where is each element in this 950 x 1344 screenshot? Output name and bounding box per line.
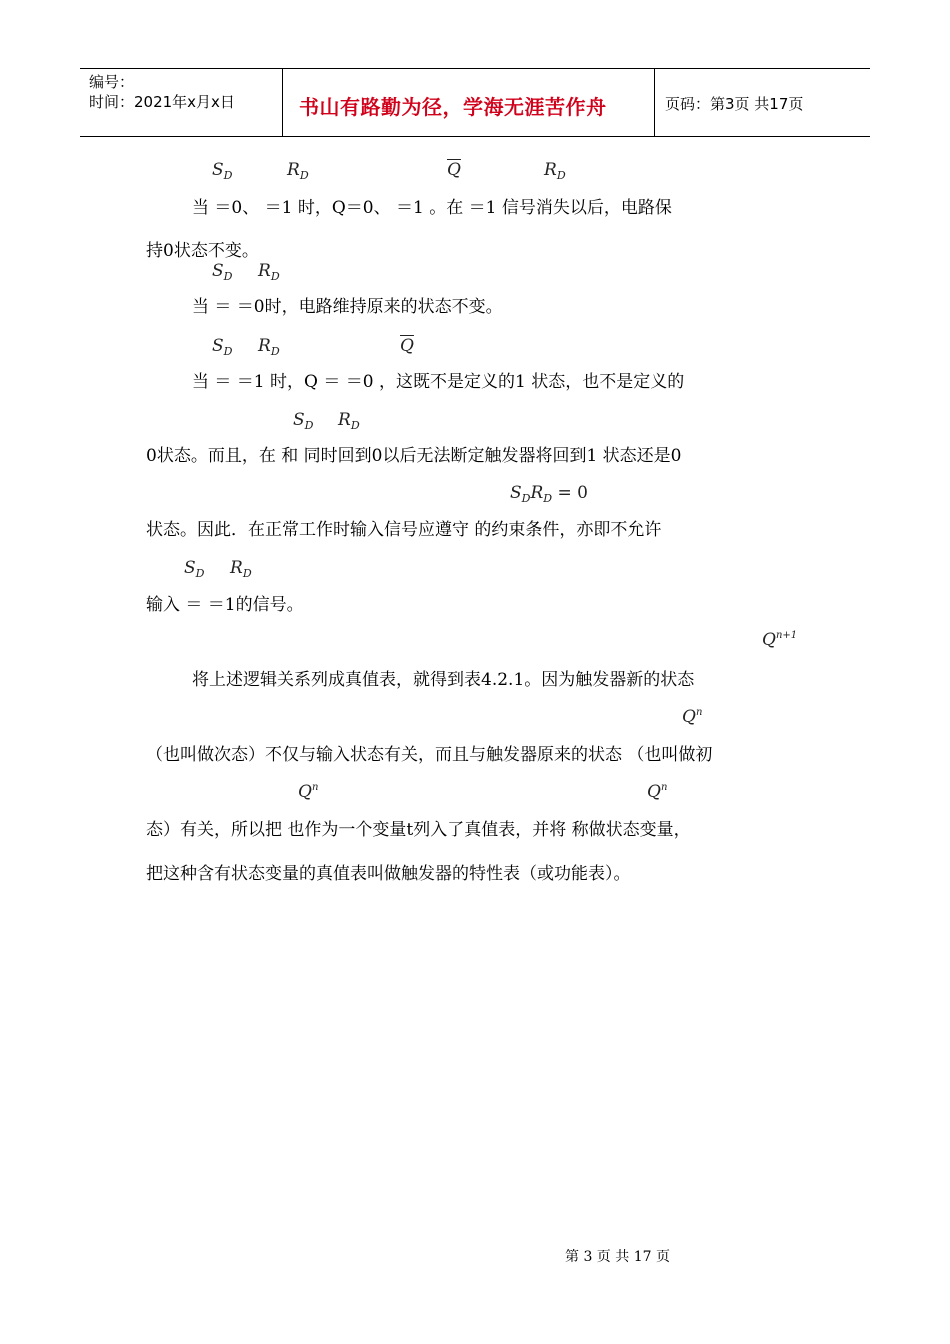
- math-q-next: $Q^{n+1}$: [762, 630, 798, 650]
- header-info-cell: [80, 69, 283, 136]
- text-line: 当 ＝ ＝0时，电路维持原来的状态不变。: [192, 297, 503, 317]
- math-q-n: $Q^n$: [298, 782, 319, 802]
- math-sd: $S_D$: [212, 160, 233, 182]
- math-rd: $R_D$: [338, 410, 360, 432]
- math-rd: $R_D$: [258, 336, 280, 358]
- motto-text: 书山有路勤为径，学海无涯苦作舟: [299, 95, 607, 119]
- header-motto-cell: [283, 69, 655, 136]
- math-q-n: $Q^n$: [647, 782, 668, 802]
- text-line: 态）有关，所以把 也作为一个变量t列入了真值表，并将 称做状态变量，: [146, 820, 691, 840]
- math-rd: $R_D$: [230, 558, 252, 580]
- math-sd: $S_D$: [293, 410, 314, 432]
- math-constraint: $S_DR_D = 0$: [510, 483, 588, 505]
- math-sd: $S_D$: [184, 558, 205, 580]
- text-line: 把这种含有状态变量的真值表叫做触发器的特性表（或功能表）。: [146, 864, 631, 884]
- number-label: 编号：: [89, 73, 135, 91]
- text-line: 状态。因此．在正常工作时输入信号应遵守 的约束条件，亦即不允许: [146, 520, 662, 540]
- text-line: 将上述逻辑关系列成真值表，就得到表4.2.1。因为触发器新的状态: [192, 670, 695, 690]
- text-line: 当 ＝0、 ＝1 时，Q＝0、 ＝1 。在 ＝1 信号消失以后，电路保: [192, 198, 672, 218]
- header-table: [80, 68, 870, 137]
- math-qbar: $\overline{Q}$: [400, 336, 414, 356]
- page-indicator: 页码：第3页 共17页: [665, 95, 804, 113]
- text-line: 0状态。而且，在 和 同时回到0以后无法断定触发器将回到1 状态还是0: [146, 446, 682, 466]
- text-line: 输入 ＝ ＝1的信号。: [146, 595, 304, 615]
- math-sd: $S_D$: [212, 336, 233, 358]
- math-rd: $R_D$: [287, 160, 309, 182]
- page-footer: 第 3 页 共 17 页: [565, 1249, 670, 1265]
- math-rd: $R_D$: [544, 160, 566, 182]
- math-rd: $R_D$: [258, 261, 280, 283]
- math-sd: $S_D$: [212, 261, 233, 283]
- date-label: 时间：2021年x月x日: [89, 93, 235, 111]
- text-line: 持0状态不变。: [146, 241, 259, 261]
- math-q-n: $Q^n$: [682, 707, 703, 727]
- text-line: 当 ＝ ＝1 时，Q ＝ ＝0 ，这既不是定义的1 状态，也不是定义的: [192, 372, 685, 392]
- math-qbar: $\overline{Q}$: [447, 160, 461, 180]
- text-line: （也叫做次态）不仅与输入状态有关，而且与触发器原来的状态 （也叫做初: [146, 745, 713, 765]
